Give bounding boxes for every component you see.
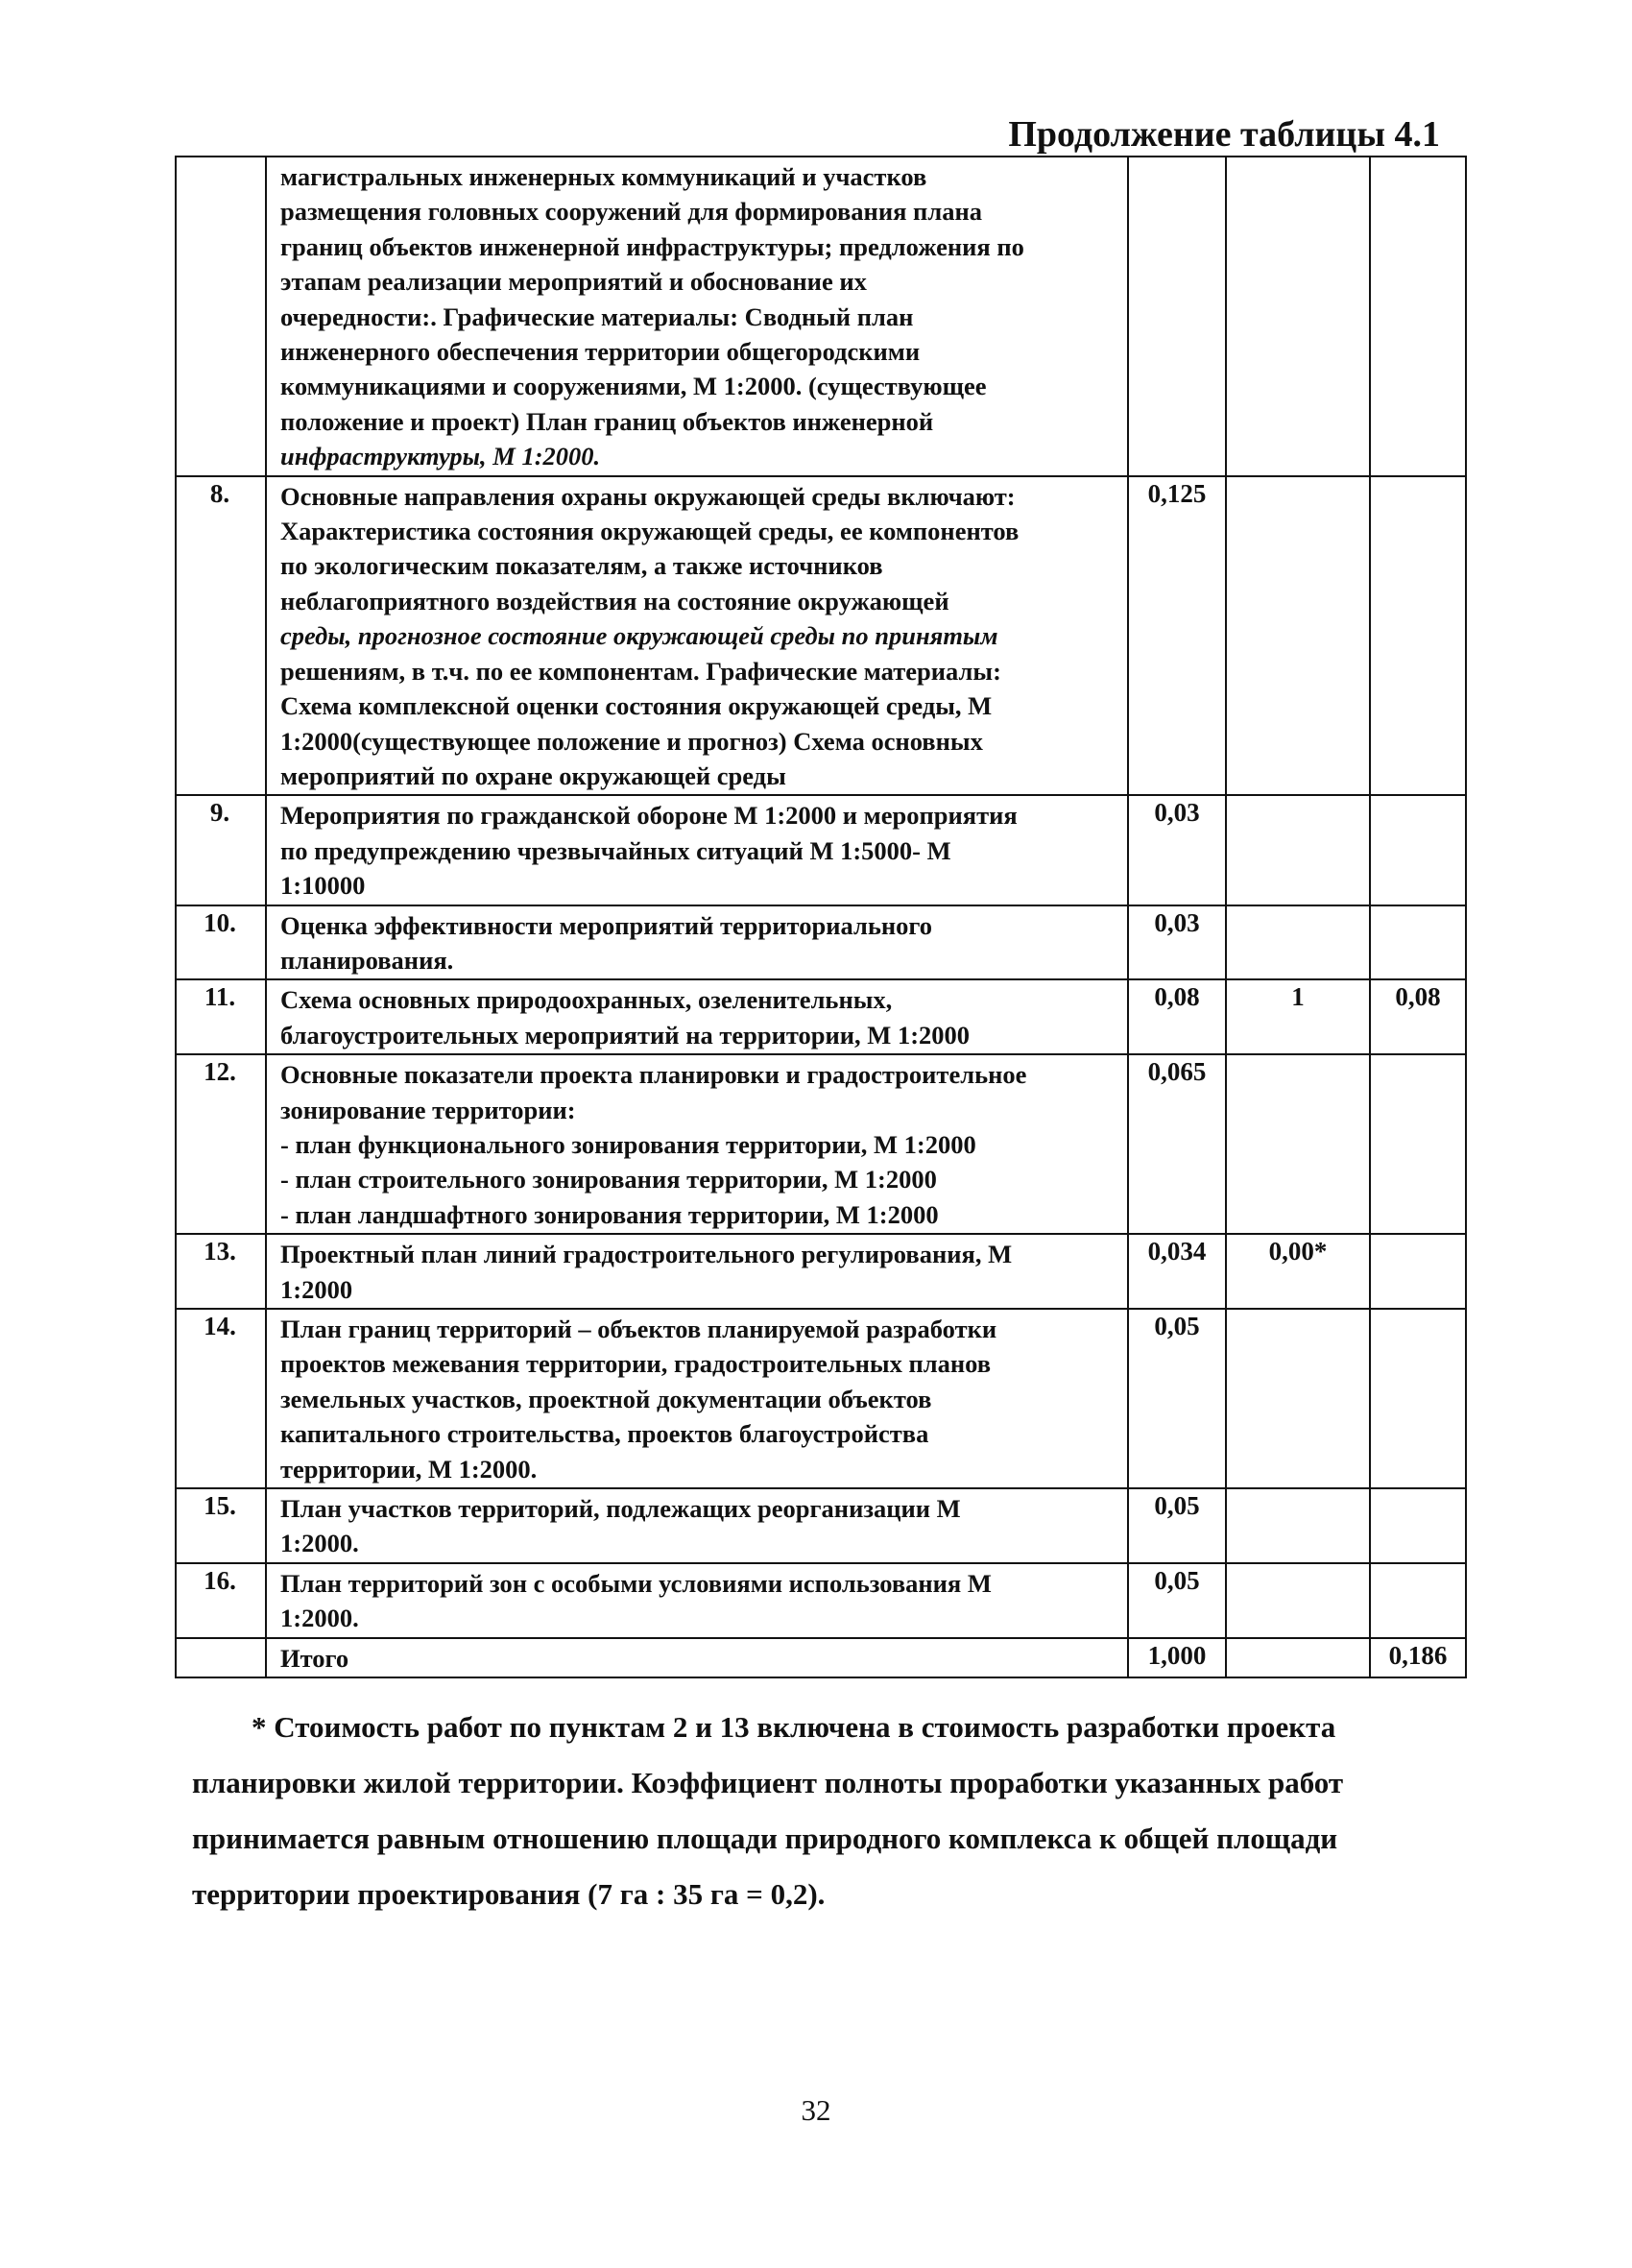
description-line: План территорий зон с особыми условиями использования М [280, 1568, 992, 1598]
description-line: Основные направления охраны окружающей среды включают: [280, 481, 1016, 511]
description-line: Схема основных природоохранных, озеленительных, [280, 985, 893, 1015]
description-line: Проектный план линий градостроительного регулирования, М [280, 1240, 1013, 1269]
coefficient-cell: 0,065 [1128, 1054, 1226, 1234]
description-line: Схема комплексной оценки состояния окружающей среды, М [280, 691, 993, 721]
row-number [176, 157, 266, 476]
description-line: неблагоприятного воздействия на состояние окружающей [280, 586, 949, 615]
table-row [176, 1234, 1466, 1309]
result-cell [1370, 157, 1466, 476]
result-cell [1370, 1488, 1466, 1563]
row-description [266, 795, 1128, 905]
footnote [192, 1700, 1469, 1922]
footnote-line: территории проектирования (7 га : 35 га = 0,2). [192, 1877, 826, 1911]
description-line: этапам реализации мероприятий и обоснование их [280, 267, 867, 297]
coefficient-cell [1128, 157, 1226, 476]
result-cell: 0,08 [1370, 979, 1466, 1054]
description-line: Оценка эффективности мероприятий территориального [280, 910, 932, 940]
description-line: План участков территорий, подлежащих реорганизации М [280, 1494, 961, 1524]
page-number: 32 [801, 2093, 831, 2127]
coefficient-cell: 0,03 [1128, 905, 1226, 980]
coefficient-cell: 1,000 [1128, 1638, 1226, 1677]
result-cell [1370, 476, 1466, 796]
description-line: капитального строительства, проектов благоустройства [280, 1419, 929, 1449]
row-description [266, 1054, 1128, 1234]
description-line: - план строительного зонирования территории, М 1:2000 [280, 1165, 937, 1194]
coefficient-cell: 0,05 [1128, 1309, 1226, 1488]
result-cell [1370, 1309, 1466, 1488]
description-line: по экологическим показателям, а также источников [280, 551, 883, 581]
coefficient-cell: 0,08 [1128, 979, 1226, 1054]
result-cell [1370, 1054, 1466, 1234]
completeness-cell: 1 [1226, 979, 1370, 1054]
row-description [266, 1488, 1128, 1563]
footnote-line: принимается равным отношению площади природного комплекса к общей площади [192, 1822, 1338, 1855]
description-line: решениям, в т.ч. по ее компонентам. Графические материалы: [280, 656, 1001, 686]
row-number: 9. [176, 795, 266, 905]
description-line: 1:10000 [280, 871, 366, 901]
row-description [266, 1563, 1128, 1638]
row-number: 10. [176, 905, 266, 980]
completeness-cell [1226, 1054, 1370, 1234]
row-description [266, 1638, 1128, 1677]
coefficient-cell: 0,034 [1128, 1234, 1226, 1309]
result-cell: 0,186 [1370, 1638, 1466, 1677]
table-row [176, 1054, 1466, 1234]
description-line: очередности:. Графические материалы: Сводный план [280, 302, 914, 331]
description-line: Характеристика состояния окружающей среды, ее компонентов [280, 517, 1020, 546]
completeness-cell [1226, 795, 1370, 905]
cost-table [175, 156, 1467, 1678]
table-row [176, 795, 1466, 905]
description-line: Основные показатели проекта планировки и градостроительное [280, 1060, 1027, 1090]
result-cell [1370, 1563, 1466, 1638]
description-line: магистральных инженерных коммуникаций и участков [280, 162, 927, 191]
description-line: План границ территорий – объектов планируемой разработки [280, 1315, 997, 1343]
table-row [176, 979, 1466, 1054]
description-line: - план ландшафтного зонирования территории, М 1:2000 [280, 1199, 939, 1229]
description-line: 1:2000. [280, 1529, 359, 1558]
table-row [176, 1563, 1466, 1638]
description-line: территории, М 1:2000. [280, 1454, 538, 1484]
coefficient-cell: 0,05 [1128, 1563, 1226, 1638]
footnote-line: планировки жилой территории. Коэффициент полноты проработки указанных работ [192, 1766, 1344, 1799]
description-line: 1:2000(существующее положение и прогноз) Схема основных [280, 726, 983, 756]
row-number: 15. [176, 1488, 266, 1563]
result-cell [1370, 1234, 1466, 1309]
row-number: 11. [176, 979, 266, 1054]
result-cell [1370, 905, 1466, 980]
row-description [266, 905, 1128, 980]
description-line: Итого [280, 1643, 349, 1673]
table-row [176, 1488, 1466, 1563]
row-number [176, 1638, 266, 1677]
table-caption: Продолжение таблицы 4.1 [1008, 114, 1440, 155]
description-line: 1:2000 [280, 1274, 353, 1304]
description-line: положение и проект) План границ объектов инженерной [280, 406, 934, 436]
row-description [266, 979, 1128, 1054]
description-line: коммуникациями и сооружениями, М 1:2000. (существующее [280, 372, 987, 401]
completeness-cell [1226, 157, 1370, 476]
description-line: по предупреждению чрезвычайных ситуаций М 1:5000- М [280, 835, 951, 865]
description-line: проектов межевания территории, градостроительных планов [280, 1349, 992, 1379]
table-row [176, 157, 1466, 476]
completeness-cell [1226, 1488, 1370, 1563]
row-number: 16. [176, 1563, 266, 1638]
coefficient-cell: 0,05 [1128, 1488, 1226, 1563]
row-description [266, 1234, 1128, 1309]
description-line: благоустроительных мероприятий на территории, М 1:2000 [280, 1020, 971, 1050]
description-line: планирования. [280, 945, 454, 975]
description-line: Мероприятия по гражданской обороне М 1:2000 и мероприятия [280, 801, 1018, 831]
row-description [266, 476, 1128, 796]
row-description [266, 1309, 1128, 1488]
row-number: 13. [176, 1234, 266, 1309]
description-line: 1:2000. [280, 1604, 359, 1633]
description-line: - план функционального зонирования территории, М 1:2000 [280, 1129, 976, 1159]
table-body [176, 157, 1466, 1677]
table-row [176, 1309, 1466, 1488]
completeness-cell [1226, 1638, 1370, 1677]
table-row [176, 905, 1466, 980]
description-line: инфраструктуры, М 1:2000. [280, 442, 601, 471]
coefficient-cell: 0,03 [1128, 795, 1226, 905]
description-line: мероприятий по охране окружающей среды [280, 760, 786, 790]
description-line: зонирование территории: [280, 1095, 576, 1124]
footnote-line: * Стоимость работ по пунктам 2 и 13 включена в стоимость разработки проекта [252, 1710, 1336, 1744]
row-description [266, 157, 1128, 476]
completeness-cell [1226, 1309, 1370, 1488]
table-row [176, 476, 1466, 796]
description-line: инженерного обеспечения территории общегородскими [280, 337, 921, 367]
description-line: среды, прогнозное состояние окружающей среды по принятым [280, 621, 998, 651]
row-number: 14. [176, 1309, 266, 1488]
table-row [176, 1638, 1466, 1677]
row-number: 12. [176, 1054, 266, 1234]
description-line: границ объектов инженерной инфраструктуры; предложения по [280, 231, 1024, 261]
row-number: 8. [176, 476, 266, 796]
completeness-cell [1226, 905, 1370, 980]
coefficient-cell: 0,125 [1128, 476, 1226, 796]
description-line: земельных участков, проектной документации объектов [280, 1384, 932, 1413]
completeness-cell: 0,00* [1226, 1234, 1370, 1309]
description-line: размещения головных сооружений для формирования плана [280, 197, 982, 227]
completeness-cell [1226, 1563, 1370, 1638]
completeness-cell [1226, 476, 1370, 796]
result-cell [1370, 795, 1466, 905]
